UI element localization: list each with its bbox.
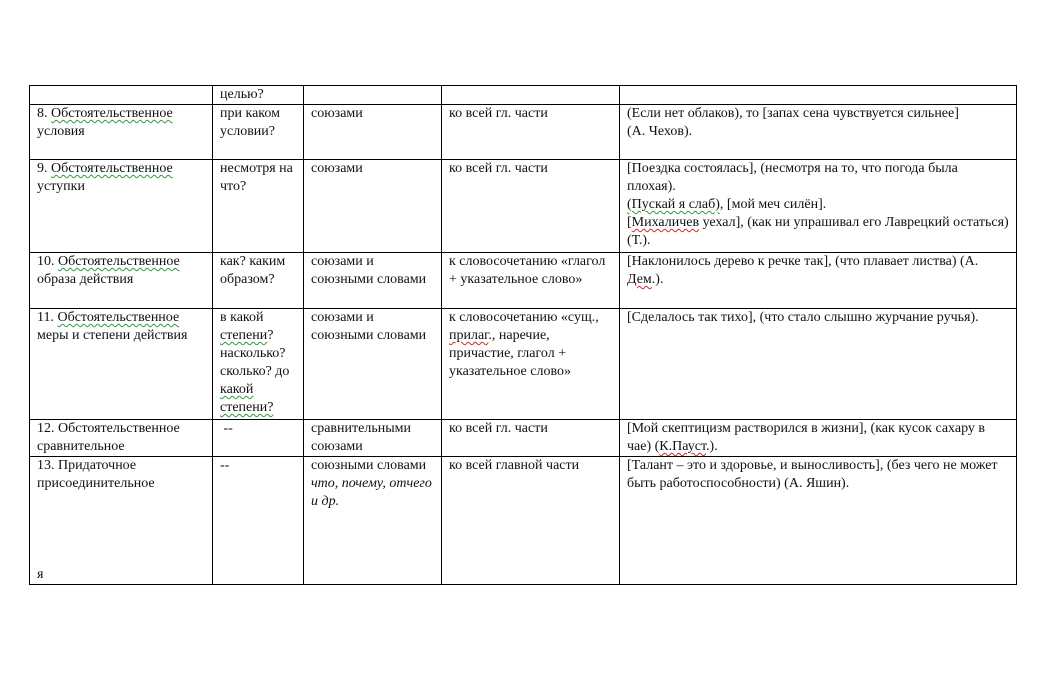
cell-means: союзами [304,160,442,253]
spellcheck-word: Дем [627,272,652,287]
cell-example [620,253,1017,309]
type-rest: меры и степени действия [37,328,188,343]
spellcheck-word: К.Пауст [659,439,707,454]
cell-question: как? каким образом? [213,253,304,309]
attachment-text: к словосочетанию «сущ., [449,310,599,325]
table-row-13 [30,457,1017,585]
table-row-8 [30,105,1017,160]
row-number: 11. [37,310,54,325]
cell-type [30,105,213,160]
table-row-continuation [30,86,1017,105]
cell-type [30,86,213,105]
spellcheck-word: Обстоятельственное [57,310,180,325]
cell-attachment: ко всей гл. части [442,160,620,253]
row-number: 8. [37,106,48,121]
spellcheck-phrase: (Пускай я слаб) [627,197,720,212]
cell-attachment: ко всей гл. части [442,420,620,457]
cell-means: союзами [304,105,442,160]
example-text: , [мой меч силён]. [719,197,827,212]
example-line: (Если нет облаков), то [запах сена чувствуется сильнее] [627,106,959,121]
cell-means [304,86,442,105]
cell-type [30,160,213,253]
cell-type: 12. Обстоятельственное сравнительное [30,420,213,457]
example-text: уехал], (как ни упрашивал его Лаврецкий остаться) (Т.). [627,215,1009,248]
cell-means [304,457,442,585]
cell-attachment [442,309,620,420]
row-number: 10. [37,254,55,269]
cell-attachment: ко всей гл. части [442,105,620,160]
cell-question: целью? [213,86,304,105]
type-rest: уступки [37,179,85,194]
spellcheck-word: какой [220,382,254,397]
cell-means: союзами и союзными словами [304,253,442,309]
syntax-table [29,85,1017,585]
cell-example [620,160,1017,253]
cell-example: [Сделалось так тихо], (что стало слышно журчание ручья). [620,309,1017,420]
cell-type [30,309,213,420]
spellcheck-word: степени? [220,400,274,415]
row-number: 9. [37,161,48,176]
example-text: [Наклонилось дерево к речке так], (что плавает листва) (А. [627,254,979,269]
spellcheck-word: степени [220,328,268,343]
question-text: в какой [220,310,264,325]
cell-example [620,86,1017,105]
stray-letter: я [37,567,44,582]
cell-question: -- [213,420,304,457]
means-text: союзными словами [311,458,427,473]
cell-attachment: к словосочетанию «глагол + указательное слово» [442,253,620,309]
type-rest: образа действия [37,272,134,287]
table-row-11 [30,309,1017,420]
cell-example [620,105,1017,160]
spellcheck-word: прилаг [449,328,489,343]
question-text: ? насколько? сколько? до [220,328,290,379]
table-row-10 [30,253,1017,309]
spellcheck-word: Обстоятельственное [51,161,173,176]
cell-example [620,420,1017,457]
cell-question: -- [213,457,304,585]
cell-means: сравнительными союзами [304,420,442,457]
cell-type [30,457,213,585]
example-line [627,214,1010,250]
spellcheck-word: Обстоятельственное [51,106,173,121]
cell-type [30,253,213,309]
spellcheck-word: Обстоятельственное [58,254,180,269]
spellcheck-word: Михаличев [631,215,700,230]
cell-question: при каком условии? [213,105,304,160]
cell-question [213,309,304,420]
cell-attachment [442,86,620,105]
example-text: [ [627,215,632,230]
cell-question: несмотря на что? [213,160,304,253]
attachment-text: ., наречие, причастие, глагол + указательное слово» [449,328,571,379]
type-rest: условия [37,124,85,139]
example-text: [Мой скептицизм растворился в жизни], (как кусок сахару в чае) ( [627,421,985,454]
cell-example: [Талант – это и здоровье, и выносливость], (без чего не может быть работоспособности) (А. Яшин). [620,457,1017,585]
example-line: [Поездка состоялась], (несмотря на то, что погода была плохая). [627,161,958,194]
cell-means: союзами и союзными словами [304,309,442,420]
example-text: .). [706,439,718,454]
cell-attachment: ко всей главной части [442,457,620,585]
means-italic-text: что, почему, отчего и др. [311,476,432,509]
example-line [627,196,1010,214]
table-row-9 [30,160,1017,253]
example-text: .). [651,272,664,287]
table-row-12 [30,420,1017,457]
type-text: 13. Придаточное присоединительное [37,458,155,491]
example-line: (А. Чехов). [627,124,693,139]
